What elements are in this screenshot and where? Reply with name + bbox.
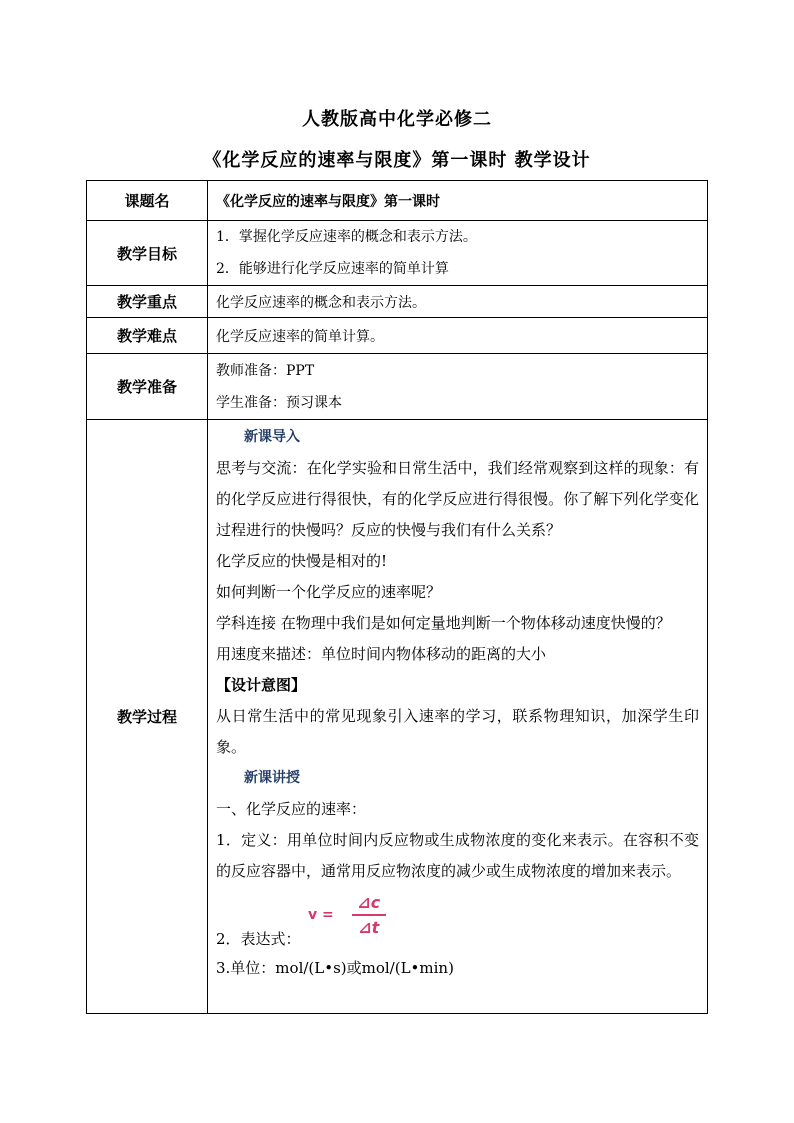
label-difficulty: 教学难点 bbox=[87, 318, 208, 354]
paragraph: 1．定义：用单位时间内反应物或生成物浓度的变化来表示。在容积不变的反应容器中，通常用反应物浓度的减少或生成物浓度的增加来表示。 bbox=[216, 831, 699, 880]
row-topic bbox=[87, 181, 708, 221]
paragraph: 用速度来描述：单位时间内物体移动的距离的大小 bbox=[216, 645, 547, 663]
goal-item: 2．能够进行化学反应速率的简单计算 bbox=[216, 261, 449, 277]
prep-item: 学生准备：预习课本 bbox=[216, 394, 342, 411]
value-key: 化学反应速率的概念和表示方法。 bbox=[208, 286, 708, 318]
paragraph: 化学反应的快慢是相对的! bbox=[216, 552, 388, 570]
value-prep bbox=[208, 354, 708, 420]
paragraph: 如何判断一个化学反应的速率呢？ bbox=[216, 583, 442, 601]
formula-lhs: v = bbox=[308, 907, 334, 923]
paragraph: 3.单位：mol/(L•s)或mol/(L•min) bbox=[216, 959, 454, 977]
value-process bbox=[208, 420, 708, 1014]
fraction-bar bbox=[352, 914, 386, 916]
row-goals bbox=[87, 221, 708, 286]
intro-heading: 新课导入 bbox=[244, 429, 300, 445]
formula-row bbox=[216, 887, 699, 953]
row-key bbox=[87, 286, 708, 318]
document-subtitle: 《化学反应的速率与限度》第一课时 教学设计 bbox=[203, 150, 591, 171]
formula-fraction bbox=[352, 893, 386, 937]
label-key: 教学重点 bbox=[87, 286, 208, 318]
lecture-heading: 新课讲授 bbox=[244, 770, 300, 786]
row-process bbox=[87, 420, 708, 1014]
lesson-plan-table bbox=[86, 180, 708, 1014]
goal-item: 1．掌握化学反应速率的概念和表示方法。 bbox=[216, 229, 477, 245]
formula-label: 2．表达式： bbox=[216, 930, 301, 948]
value-goals bbox=[208, 221, 708, 286]
row-prep bbox=[87, 354, 708, 420]
paragraph: 思考与交流：在化学实验和日常生活中，我们经常观察到这样的现象：有的化学反应进行得很快，有的化学反应进行得很慢。你了解下列化学变化过程进行的快慢吗？反应的快慢与我们有什么关系？ bbox=[216, 459, 699, 539]
label-process: 教学过程 bbox=[87, 420, 208, 1014]
paragraph: 一、化学反应的速率： bbox=[216, 800, 367, 818]
label-prep: 教学准备 bbox=[87, 354, 208, 420]
label-goals: 教学目标 bbox=[87, 221, 208, 286]
value-difficulty: 化学反应速率的简单计算。 bbox=[208, 318, 708, 354]
paragraph: 学科连接 在物理中我们是如何定量地判断一个物体移动速度快慢的？ bbox=[216, 614, 671, 632]
document-title: 人教版高中化学必修二 bbox=[302, 109, 492, 130]
rate-formula bbox=[308, 893, 386, 937]
formula-numerator: ⊿c bbox=[357, 893, 381, 912]
label-topic: 课题名 bbox=[87, 181, 208, 221]
prep-item: 教师准备：PPT bbox=[216, 362, 315, 379]
design-intent-heading: 【设计意图】 bbox=[216, 676, 307, 694]
value-topic: 《化学反应的速率与限度》第一课时 bbox=[208, 181, 708, 221]
row-difficulty bbox=[87, 318, 708, 354]
formula-denominator: ⊿t bbox=[358, 918, 380, 937]
paragraph: 从日常生活中的常见现象引入速率的学习，联系物理知识，加深学生印象。 bbox=[216, 707, 699, 756]
